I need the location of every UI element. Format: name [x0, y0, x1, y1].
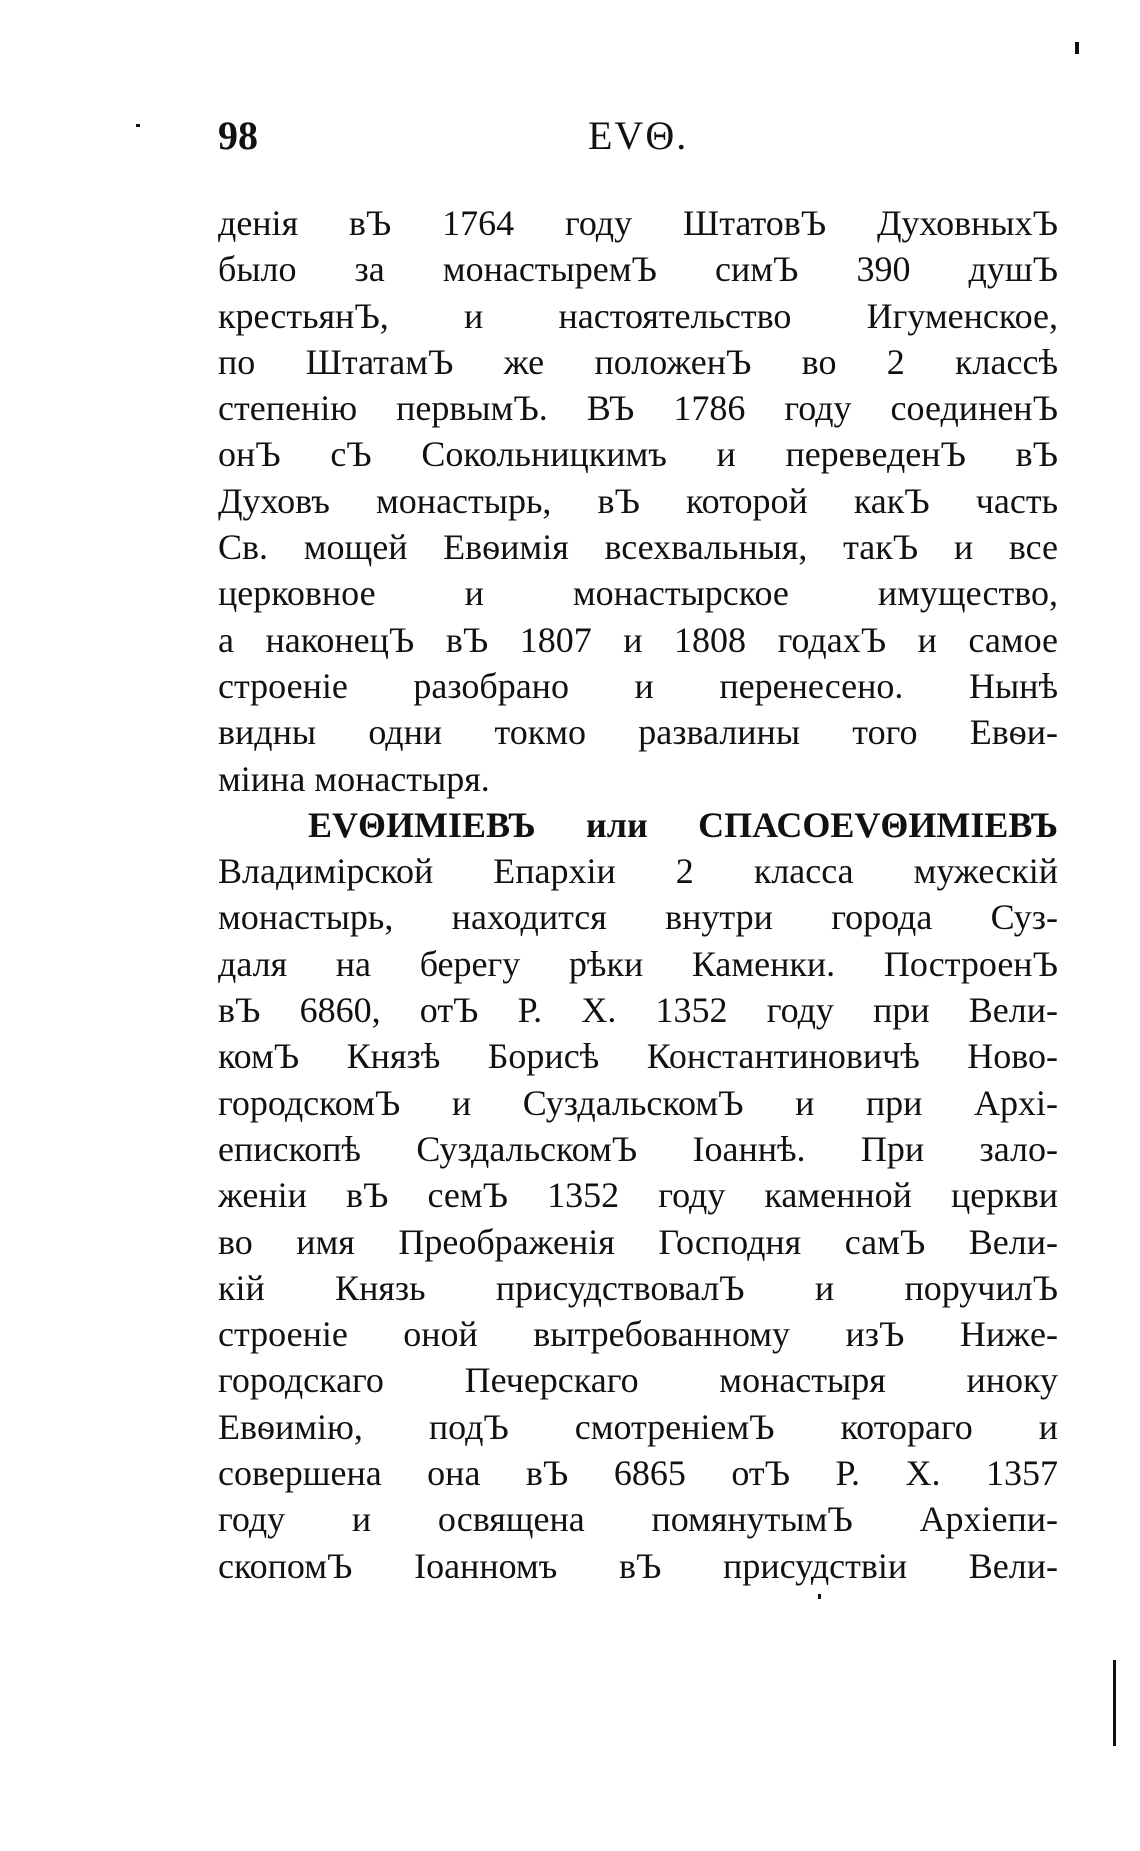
text-line: даля на берегу рѣки Каменки. ПостроенЪ	[218, 943, 1058, 984]
entry-heading: EVΘИМІЕВЪ или СПАСОЕVΘИМІЕВЪ	[308, 804, 1058, 845]
body-text	[218, 200, 1058, 1589]
text-line: строеніе оной вытребованному изЪ Нижe-	[218, 1314, 1058, 1355]
text-line: году и освящена помянутымЪ Архіепи-	[218, 1499, 1058, 1540]
running-head: EVΘ.	[588, 113, 689, 158]
text-line: строеніе разобрано и перенесено. Нынѣ	[218, 665, 1058, 706]
text-line: скопомЪ Іоанномъ вЪ присудствіи Вели-	[218, 1545, 1058, 1586]
text-line: было за монастыремЪ симЪ 390 душЪ	[218, 249, 1058, 290]
text-line: Владимірской Епархіи 2 класса мужескій	[218, 851, 1058, 892]
text-line: епископѣ СуздальскомЪ Іоаннѣ. При зало-	[218, 1128, 1058, 1169]
text-line: Евѳимію, подЪ смотреніемЪ котораго и	[218, 1406, 1058, 1447]
text-line: Духовъ монастырь, вЪ которой какЪ часть	[218, 480, 1058, 521]
text-line: городскаго Печерскаго монастыря иноку	[218, 1360, 1058, 1401]
scan-edge-line	[1113, 1660, 1116, 1746]
text-line: комЪ Князѣ Борисѣ Константиновичѣ Ново-	[218, 1036, 1058, 1077]
text-line: городскомЪ и СуздальскомЪ и при Архі-	[218, 1082, 1058, 1123]
text-line: церковное и монастырское имущество,	[218, 573, 1058, 614]
text-line: кій Князь присудствовалЪ и поручилЪ	[218, 1267, 1058, 1308]
text-line: видны одни токмо развалины того Евѳи-	[218, 712, 1058, 753]
text-line: міина монастыря.	[218, 758, 490, 799]
text-line: женіи вЪ семЪ 1352 году каменной церкви	[218, 1175, 1058, 1216]
text-line: онЪ сЪ Сокольницкимъ и переведенЪ вЪ	[218, 434, 1058, 475]
scan-speck	[1075, 42, 1079, 54]
text-line: совершена она вЪ 6865 отЪ Р. Х. 1357	[218, 1453, 1058, 1494]
text-line: денія вЪ 1764 году ШтатовЪ ДуховныхЪ	[218, 203, 1058, 243]
text-line: во имя Преображенія Господня самЪ Вели-	[218, 1221, 1058, 1262]
text-line: крестьянЪ, и настоятельство Игуменское,	[218, 295, 1058, 336]
page-number: 98	[218, 113, 258, 158]
scan-speck	[818, 1594, 821, 1599]
text-line: по ШтатамЪ же положенЪ во 2 классѣ	[218, 341, 1058, 382]
text-line: Св. мощей Евѳимія всехвальныя, такЪ и все	[218, 527, 1058, 568]
scan-speck	[136, 124, 140, 127]
text-line: а наконецЪ вЪ 1807 и 1808 годахЪ и самое	[218, 619, 1058, 660]
text-line: степенію первымЪ. ВЪ 1786 году соединенЪ	[218, 388, 1058, 429]
text-line: монастырь, находится внутри города Суз-	[218, 897, 1058, 938]
text-line: вЪ 6860, отЪ Р. Х. 1352 году при Вели-	[218, 990, 1058, 1031]
page-header	[218, 112, 1060, 166]
